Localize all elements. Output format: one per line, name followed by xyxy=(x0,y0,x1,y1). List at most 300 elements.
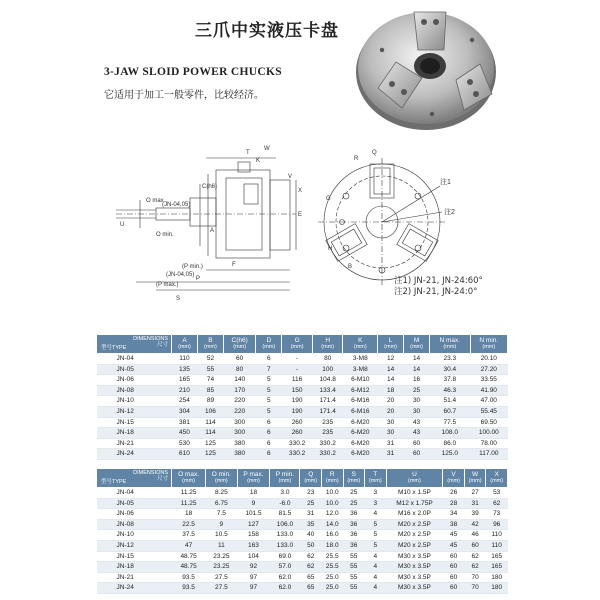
value-cell: 23.25 xyxy=(206,551,237,562)
value-cell: 11.25 xyxy=(172,488,206,499)
column-unit: (mm) xyxy=(178,344,191,350)
value-cell: 55 xyxy=(343,551,365,562)
value-cell: 180 xyxy=(486,572,508,583)
value-cell: 110 xyxy=(486,530,508,541)
value-cell: 23 xyxy=(300,488,322,499)
column-header xyxy=(430,335,471,354)
value-cell: 60 xyxy=(443,583,465,594)
value-cell: 62 xyxy=(300,551,322,562)
column-unit: (mm) xyxy=(325,478,339,484)
value-cell: 171.4 xyxy=(312,406,343,417)
value-cell: 5 xyxy=(365,540,387,551)
value-cell: 60 xyxy=(404,438,430,449)
model-cell: JN-06 xyxy=(97,375,172,386)
value-cell: 20 xyxy=(378,396,404,407)
value-cell: 116 xyxy=(282,375,313,386)
value-cell: 6 xyxy=(256,417,282,428)
value-cell: 6 xyxy=(256,449,282,460)
dim-label-w: W xyxy=(264,146,270,152)
column-unit: (mm) xyxy=(447,478,461,484)
value-cell: 50 xyxy=(300,540,322,551)
column-name: M xyxy=(413,337,420,344)
column-header xyxy=(343,335,378,354)
value-cell: 60.7 xyxy=(430,406,471,417)
value-cell: 381 xyxy=(172,417,198,428)
note-1: 注1) JN-21, JN-24:60° xyxy=(394,276,483,286)
column-name: A xyxy=(182,337,187,344)
value-cell: 18.0 xyxy=(321,540,343,551)
table-row xyxy=(97,396,508,407)
dim-label-jn-b: (JN-04,05) xyxy=(166,272,195,278)
dim-label-jn-a: (JN-04,05) xyxy=(162,202,191,208)
column-unit: (mm) xyxy=(304,478,318,484)
value-cell: 114 xyxy=(197,417,223,428)
value-cell: 62.0 xyxy=(270,572,300,583)
value-cell: 39 xyxy=(464,509,486,520)
value-cell: 6 xyxy=(256,354,282,365)
model-cell: JN-12 xyxy=(97,406,172,417)
column-name: B xyxy=(208,337,213,344)
value-cell: 51.4 xyxy=(430,396,471,407)
dim-label-v: V xyxy=(288,174,293,180)
value-cell: 37.8 xyxy=(430,375,471,386)
value-cell: 220 xyxy=(223,406,255,417)
dim-label-q: Q xyxy=(372,150,377,156)
column-header xyxy=(256,335,282,354)
dim-label-x: X xyxy=(298,188,303,194)
column-header xyxy=(312,335,343,354)
value-cell: 3-M8 xyxy=(343,364,378,375)
value-cell: 163 xyxy=(237,540,270,551)
value-cell: 45 xyxy=(443,540,465,551)
front-view xyxy=(318,158,446,286)
value-cell: 27.5 xyxy=(206,583,237,594)
value-cell: 14 xyxy=(404,364,430,375)
value-cell: 11 xyxy=(206,540,237,551)
value-cell: 300 xyxy=(223,417,255,428)
value-cell: 48.75 xyxy=(172,562,206,573)
column-header xyxy=(464,469,486,488)
value-cell: 158 xyxy=(237,530,270,541)
value-cell: -6.0 xyxy=(270,498,300,509)
column-unit: (mm) xyxy=(214,478,228,484)
column-unit: (mm) xyxy=(347,478,361,484)
column-name: T xyxy=(373,471,378,478)
value-cell: 100 xyxy=(312,364,343,375)
column-name: L xyxy=(388,337,393,344)
dim-label-pmax: (P max.) xyxy=(156,282,179,288)
value-cell: 93.5 xyxy=(172,572,206,583)
dim-label-s: S xyxy=(176,296,181,302)
dim-label-f: F xyxy=(232,262,236,268)
corner-dim-cn: 尺寸 xyxy=(156,342,168,348)
value-cell: 10.0 xyxy=(321,498,343,509)
value-cell: 60 xyxy=(223,354,255,365)
value-cell: 22.5 xyxy=(172,519,206,530)
column-name: O min. xyxy=(211,471,231,478)
column-header xyxy=(197,335,223,354)
value-cell: 46.3 xyxy=(430,385,471,396)
column-unit: (mm) xyxy=(278,478,292,484)
corner-dim-en: DIMENSIONS xyxy=(133,470,168,476)
value-cell: 33.55 xyxy=(470,375,507,386)
table-row xyxy=(97,364,508,375)
value-cell: M20 x 2.5P xyxy=(386,519,443,530)
value-cell: 380 xyxy=(223,438,255,449)
value-cell: 101.5 xyxy=(237,509,270,520)
value-cell: 6-M20 xyxy=(343,449,378,460)
column-header xyxy=(443,469,465,488)
table-row xyxy=(97,438,508,449)
value-cell: 180 xyxy=(486,583,508,594)
table-corner-header xyxy=(97,335,172,354)
value-cell: 10.0 xyxy=(321,488,343,499)
value-cell: 14 xyxy=(404,354,430,365)
column-header xyxy=(172,335,198,354)
table-row xyxy=(97,385,508,396)
value-cell: M10 x 1.5P xyxy=(386,488,443,499)
column-header xyxy=(343,469,365,488)
value-cell: 34 xyxy=(443,509,465,520)
value-cell: - xyxy=(282,364,313,375)
value-cell: 6-M20 xyxy=(343,417,378,428)
table-row xyxy=(97,488,508,499)
model-cell: JN-10 xyxy=(97,396,172,407)
value-cell: 69.0 xyxy=(270,551,300,562)
spec-table-2 xyxy=(96,468,508,594)
model-cell: JN-12 xyxy=(97,540,172,551)
value-cell: 104.8 xyxy=(312,375,343,386)
value-cell: 110 xyxy=(172,354,198,365)
value-cell: 23.3 xyxy=(430,354,471,365)
model-cell: JN-06 xyxy=(97,509,172,520)
column-unit: (mm) xyxy=(410,344,423,350)
value-cell: 25.0 xyxy=(321,572,343,583)
note-2: 注2) JN-21, JN-24:0° xyxy=(394,287,478,297)
dim-label-g: G xyxy=(326,196,331,202)
column-header xyxy=(378,335,404,354)
value-cell: 3 xyxy=(365,488,387,499)
value-cell: 55 xyxy=(343,562,365,573)
column-header xyxy=(223,335,255,354)
column-header xyxy=(172,469,206,488)
value-cell: 25 xyxy=(404,385,430,396)
dim-label-u: U xyxy=(120,222,125,228)
value-cell: 4 xyxy=(365,572,387,583)
column-unit: (mm) xyxy=(204,344,217,350)
product-description: 它适用于加工一般零件，比较经济。 xyxy=(104,90,264,101)
table-row xyxy=(97,354,508,365)
value-cell: 46 xyxy=(464,530,486,541)
table-row xyxy=(97,572,508,583)
value-cell: 127 xyxy=(237,519,270,530)
value-cell: 11.25 xyxy=(172,498,206,509)
value-cell: 5 xyxy=(365,530,387,541)
value-cell: 80 xyxy=(312,354,343,365)
value-cell: 93.5 xyxy=(172,583,206,594)
table-row xyxy=(97,498,508,509)
value-cell: 3 xyxy=(365,498,387,509)
value-cell: 18 xyxy=(172,509,206,520)
value-cell: 170 xyxy=(223,385,255,396)
column-name: G xyxy=(294,337,300,344)
value-cell: 4 xyxy=(365,551,387,562)
value-cell: 36 xyxy=(343,530,365,541)
value-cell: 171.4 xyxy=(312,396,343,407)
table-row xyxy=(97,519,508,530)
value-cell: 5 xyxy=(256,396,282,407)
note-mark-2: 注2 xyxy=(444,209,455,216)
value-cell: 220 xyxy=(223,396,255,407)
value-cell: 106 xyxy=(197,406,223,417)
model-cell: JN-08 xyxy=(97,519,172,530)
value-cell: 6-M10 xyxy=(343,375,378,386)
value-cell: 6 xyxy=(256,438,282,449)
value-cell: 89 xyxy=(197,396,223,407)
value-cell: 135 xyxy=(172,364,198,375)
value-cell: 5 xyxy=(256,385,282,396)
value-cell: 36 xyxy=(343,519,365,530)
value-cell: 81.5 xyxy=(270,509,300,520)
value-cell: 60 xyxy=(443,572,465,583)
value-cell: 28 xyxy=(443,498,465,509)
value-cell: M20 x 2.5P xyxy=(386,540,443,551)
value-cell: 53 xyxy=(486,488,508,499)
value-cell: 14.0 xyxy=(321,519,343,530)
value-cell: 5 xyxy=(256,375,282,386)
value-cell: M30 x 3.5P xyxy=(386,562,443,573)
value-cell: 62 xyxy=(464,551,486,562)
value-cell: M16 x 2.0P xyxy=(386,509,443,520)
model-cell: JN-21 xyxy=(97,572,172,583)
value-cell: 260 xyxy=(282,428,313,439)
corner-dimensions-label xyxy=(133,336,168,348)
value-cell: 133.0 xyxy=(270,540,300,551)
value-cell: 133.0 xyxy=(270,530,300,541)
value-cell: 12 xyxy=(378,354,404,365)
value-cell: 330.2 xyxy=(312,438,343,449)
column-unit: (mm) xyxy=(262,344,276,350)
column-header xyxy=(237,469,270,488)
column-name: R xyxy=(329,471,335,478)
value-cell: 9 xyxy=(237,498,270,509)
table-row xyxy=(97,562,508,573)
value-cell: 530 xyxy=(172,438,198,449)
column-name: H xyxy=(325,337,331,344)
value-cell: 70 xyxy=(464,583,486,594)
value-cell: 62 xyxy=(464,562,486,573)
dim-label-omin: O min. xyxy=(156,232,174,238)
value-cell: 6-M12 xyxy=(343,385,378,396)
table-row xyxy=(97,428,508,439)
value-cell: 65 xyxy=(300,572,322,583)
technical-drawing xyxy=(96,140,516,330)
model-cell: JN-04 xyxy=(97,488,172,499)
value-cell: 3.0 xyxy=(270,488,300,499)
corner-model-label: 型号TYPE xyxy=(101,345,127,351)
value-cell: 27 xyxy=(464,488,486,499)
dim-label-omax: O max. xyxy=(146,198,166,204)
value-cell: 41.90 xyxy=(470,385,507,396)
table-row xyxy=(97,551,508,562)
value-cell: 30 xyxy=(378,417,404,428)
value-cell: 47 xyxy=(172,540,206,551)
value-cell: 31 xyxy=(378,449,404,460)
product-title-en: 3-JAW SLOID POWER CHUCKS xyxy=(104,66,282,78)
value-cell: 4 xyxy=(365,509,387,520)
value-cell: 9 xyxy=(206,519,237,530)
value-cell: 330.2 xyxy=(312,449,343,460)
value-cell: 65 xyxy=(300,583,322,594)
model-cell: JN-24 xyxy=(97,449,172,460)
column-name: S xyxy=(351,471,356,478)
dim-label-r: R xyxy=(354,156,359,162)
value-cell: 78.00 xyxy=(470,438,507,449)
chuck-photo xyxy=(352,4,500,132)
table-row xyxy=(97,417,508,428)
note-mark-1: 注1 xyxy=(440,179,451,186)
value-cell: 110 xyxy=(486,540,508,551)
dim-label-k: K xyxy=(256,158,261,164)
value-cell: 14 xyxy=(378,364,404,375)
value-cell: 86.0 xyxy=(430,438,471,449)
value-cell: 16.0 xyxy=(321,530,343,541)
value-cell: 235 xyxy=(312,417,343,428)
column-header xyxy=(470,335,507,354)
column-unit: (mm) xyxy=(353,344,367,350)
value-cell: 165 xyxy=(172,375,198,386)
column-unit: (mm) xyxy=(482,344,496,350)
table-row xyxy=(97,530,508,541)
corner-dimensions-label xyxy=(133,470,168,482)
value-cell: 37.5 xyxy=(172,530,206,541)
value-cell: M30 x 3.5P xyxy=(386,551,443,562)
value-cell: 27.20 xyxy=(470,364,507,375)
table-row xyxy=(97,509,508,520)
value-cell: 47.00 xyxy=(470,396,507,407)
model-cell: JN-10 xyxy=(97,530,172,541)
value-cell: 62 xyxy=(486,498,508,509)
value-cell: 40 xyxy=(300,530,322,541)
value-cell: 100.00 xyxy=(470,428,507,439)
column-name: C(h6) xyxy=(231,337,248,344)
column-header xyxy=(282,335,313,354)
value-cell: 140 xyxy=(223,375,255,386)
value-cell: 20 xyxy=(378,406,404,417)
value-cell: 14 xyxy=(378,375,404,386)
value-cell: 23.25 xyxy=(206,562,237,573)
column-unit: (mm) xyxy=(368,478,382,484)
value-cell: 48.75 xyxy=(172,551,206,562)
value-cell: 8.25 xyxy=(206,488,237,499)
column-name: N max. xyxy=(439,337,461,344)
value-cell: 210 xyxy=(172,385,198,396)
value-cell: 125 xyxy=(197,438,223,449)
value-cell: 26 xyxy=(443,488,465,499)
value-cell: 7 xyxy=(256,364,282,375)
model-cell: JN-18 xyxy=(97,562,172,573)
column-header xyxy=(365,469,387,488)
value-cell: 77.5 xyxy=(430,417,471,428)
value-cell: 30 xyxy=(404,406,430,417)
value-cell: 36 xyxy=(343,509,365,520)
value-cell: 6-M16 xyxy=(343,396,378,407)
value-cell: 96 xyxy=(486,519,508,530)
value-cell: 60 xyxy=(443,562,465,573)
value-cell: 150 xyxy=(282,385,313,396)
value-cell: 25 xyxy=(300,498,322,509)
value-cell: 42 xyxy=(464,519,486,530)
model-cell: JN-18 xyxy=(97,428,172,439)
table-row xyxy=(97,583,508,594)
value-cell: 6.75 xyxy=(206,498,237,509)
value-cell: 5 xyxy=(256,406,282,417)
column-header xyxy=(321,469,343,488)
side-view xyxy=(116,158,296,290)
value-cell: 30 xyxy=(378,428,404,439)
value-cell: 27.5 xyxy=(206,572,237,583)
table-row xyxy=(97,375,508,386)
value-cell: 55 xyxy=(343,572,365,583)
value-cell: 31 xyxy=(464,498,486,509)
value-cell: 125 xyxy=(197,449,223,460)
table-row xyxy=(97,449,508,460)
value-cell: 52 xyxy=(197,354,223,365)
value-cell: 117.00 xyxy=(470,449,507,460)
value-cell: 304 xyxy=(172,406,198,417)
value-cell: 6-M16 xyxy=(343,406,378,417)
column-name: P min. xyxy=(275,471,295,478)
value-cell: 25.0 xyxy=(321,583,343,594)
value-cell: 6-M20 xyxy=(343,428,378,439)
column-name: Q xyxy=(308,471,314,478)
value-cell: 45 xyxy=(443,530,465,541)
value-cell: 330.2 xyxy=(282,438,313,449)
value-cell: 55 xyxy=(343,583,365,594)
model-cell: JN-15 xyxy=(97,551,172,562)
value-cell: 380 xyxy=(223,449,255,460)
value-cell: M30 x 3.5P xyxy=(386,583,443,594)
value-cell: 30 xyxy=(404,396,430,407)
value-cell: 62 xyxy=(300,562,322,573)
column-name: K xyxy=(358,337,363,344)
value-cell: 4 xyxy=(365,583,387,594)
value-cell: 300 xyxy=(223,428,255,439)
value-cell: 7.5 xyxy=(206,509,237,520)
column-name: N min. xyxy=(479,337,499,344)
dim-label-e: E xyxy=(298,212,303,218)
column-name: U xyxy=(412,471,417,478)
table-row xyxy=(97,406,508,417)
column-unit: (mm) xyxy=(443,344,457,350)
value-cell: 25 xyxy=(343,488,365,499)
corner-dim-cn: 尺寸 xyxy=(156,476,168,482)
value-cell: 43 xyxy=(404,428,430,439)
value-cell: 57.0 xyxy=(270,562,300,573)
model-cell: JN-05 xyxy=(97,364,172,375)
model-cell: JN-05 xyxy=(97,498,172,509)
value-cell: 190 xyxy=(282,406,313,417)
column-header xyxy=(300,469,322,488)
column-name: O max. xyxy=(178,471,200,478)
value-cell: 31 xyxy=(300,509,322,520)
value-cell: 114 xyxy=(197,428,223,439)
value-cell: 69.50 xyxy=(470,417,507,428)
value-cell: 73 xyxy=(486,509,508,520)
dim-label-p: P xyxy=(196,276,201,282)
column-unit: (mm) xyxy=(408,478,421,484)
drawing-notes xyxy=(394,276,483,298)
